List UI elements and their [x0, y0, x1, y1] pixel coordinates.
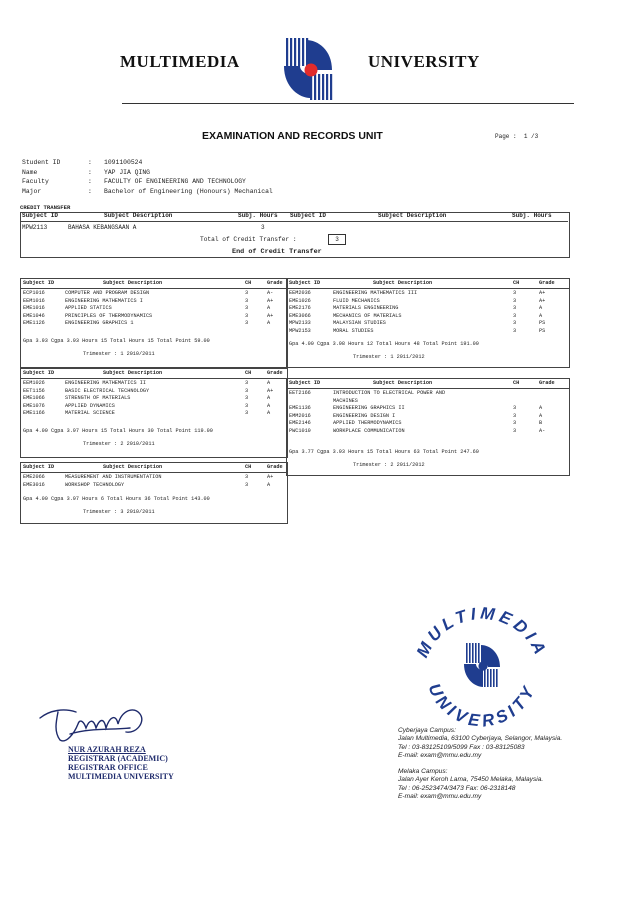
header-ch: CH [513, 280, 520, 286]
row-desc: MECHANICS OF MATERIALS [333, 312, 402, 319]
row-id: EEM1026 [23, 380, 45, 386]
row-desc: COMPUTER AND PROGRAM DESIGN [65, 290, 150, 296]
row-ch: 3 [245, 380, 249, 386]
row-desc: MACHINES [333, 397, 358, 404]
credit-transfer-title: CREDIT TRANSFER [20, 204, 71, 211]
row-desc: MEASUREMENT AND INSTRUMENTATION [65, 474, 162, 480]
block-summary: Gpa 4.00 Cgpa 3.97 Hours 15 Total Hours 30 Total Point 119.00 [23, 428, 213, 434]
row-id: EME1026 [289, 297, 311, 304]
row-id: EME1126 [23, 320, 45, 327]
row-ch: 3 [245, 410, 249, 417]
row-id: MPW2133 [289, 320, 311, 327]
campus-phone: Tel : 06-2523474/3473 Fax: 06-2318148 [398, 784, 516, 792]
row-id: EME2066 [23, 474, 45, 480]
row-ch: 3 [245, 290, 249, 296]
row-id: EME1076 [23, 402, 45, 409]
header-description: Subject Description [373, 380, 433, 386]
row-grade: A+ [267, 297, 274, 304]
row-grade: A [539, 312, 543, 319]
header-divider [122, 103, 574, 104]
ct-header-subject-id-2: Subject ID [290, 212, 327, 219]
block-trimester: Trimester : 3 2010/2011 [83, 509, 155, 515]
header-divider [21, 378, 287, 379]
block-summary: Gpa 4.00 Cgpa 3.97 Hours 6 Total Hours 36 Total Point 143.00 [23, 496, 210, 502]
page-indicator: Page : 1 /3 [495, 133, 539, 140]
row-ch: 3 [513, 312, 517, 319]
ct-header-description-2: Subject Description [378, 212, 447, 219]
header-divider [287, 388, 569, 389]
row-ch: 3 [513, 405, 517, 412]
row-id: EET1156 [23, 387, 45, 394]
header-description: Subject Description [103, 280, 163, 286]
row-ch: 3 [245, 320, 249, 327]
row-desc: MATERIAL SCIENCE [65, 410, 115, 417]
faculty-label: Faculty [22, 178, 49, 185]
row-ch: 3 [245, 312, 249, 319]
row-id: MPW2153 [289, 328, 311, 334]
header-subject-id: Subject ID [289, 380, 321, 386]
row-grade: PS [539, 328, 546, 334]
melaka-campus-info [398, 768, 543, 802]
header-ch: CH [245, 370, 252, 376]
row-grade: A+ [267, 387, 274, 394]
ct-total-label: Total of Credit Transfer : [200, 236, 297, 243]
name-label: Name [22, 168, 38, 176]
row-ch: 3 [245, 402, 249, 409]
header-divider [21, 288, 287, 289]
row-ch: 3 [513, 305, 517, 312]
header-ch: CH [245, 464, 252, 470]
row-ch: 3 [513, 290, 517, 296]
header-grade: Grade [267, 370, 283, 376]
header-subject-id: Subject ID [23, 464, 55, 470]
major-value: Bachelor of Engineering (Honours) Mechanical [104, 187, 273, 195]
block-trimester: Trimester : 1 2010/2011 [83, 351, 155, 357]
row-id: EME2176 [289, 305, 311, 312]
registrar-name: NUR AZURAH REZA [68, 745, 146, 754]
row-desc: ENGINEERING GRAPHICS II [333, 405, 405, 412]
seal-bottom-text: UNIVERSITY [424, 680, 540, 731]
block-trimester: Trimester : 1 2011/2012 [353, 354, 425, 360]
row-id: EME1046 [23, 312, 45, 319]
row-desc: MATERIALS ENGINEERING [333, 305, 399, 312]
row-grade: A+ [539, 297, 546, 304]
university-seal-icon [402, 595, 562, 745]
row-desc: INTRODUCTION TO ELECTRICAL POWER AND [333, 390, 446, 396]
registrar-signature-icon [30, 688, 170, 748]
row-desc: ENGINEERING MATHEMATICS II [65, 380, 146, 386]
row-grade: A [267, 380, 271, 386]
block-trimester: Trimester : 2 2011/2012 [353, 462, 425, 468]
university-logo-icon [278, 36, 338, 102]
row-grade: A+ [267, 312, 274, 319]
row-desc: APPLIED DYNAMICS [65, 402, 115, 409]
block-summary: Gpa 3.93 Cgpa 3.93 Hours 15 Total Hours 15 Total Point 59.00 [23, 338, 210, 344]
header-ch: CH [513, 380, 520, 386]
row-grade: A [539, 305, 543, 312]
registrar-block [68, 745, 174, 781]
row-id: EEM2036 [289, 290, 311, 296]
campus-email: E-mail: exam@mmu.edu.my [398, 752, 482, 760]
header-grade: Grade [539, 380, 555, 386]
row-ch: 3 [513, 328, 517, 334]
block-summary: Gpa 4.00 Cgpa 3.98 Hours 12 Total Hours 48 Total Point 191.00 [289, 341, 479, 347]
trimester-block-2 [286, 278, 570, 368]
row-desc: ENGINEERING DESIGN I [333, 412, 396, 419]
row-desc: BASIC ELECTRICAL TECHNOLOGY [65, 387, 150, 394]
registrar-title: REGISTRAR (ACADEMIC) [68, 754, 168, 763]
row-ch: 3 [245, 395, 249, 402]
row-grade: A- [539, 428, 546, 434]
row-grade: A [267, 320, 271, 327]
row-id: EME1166 [23, 410, 45, 417]
row-desc: ENGINEERING MATHEMATICS I [65, 297, 143, 304]
ct-total-value: 3 [328, 234, 346, 245]
row-desc: FLUID MECHANICS [333, 297, 380, 304]
header-description: Subject Description [103, 464, 163, 470]
row-ch: 3 [513, 420, 517, 427]
row-desc: APPLIED STATICS [65, 305, 112, 312]
cyberjaya-campus-info [398, 727, 562, 761]
row-desc: WORKPLACE COMMUNICATION [333, 428, 405, 434]
colon: : [88, 187, 92, 195]
row-desc: MALAYSIAN STUDIES [333, 320, 386, 327]
ct-row-subject-id: MPW2113 [22, 224, 48, 231]
row-grade: A [267, 410, 271, 417]
row-grade: A [267, 481, 271, 488]
row-grade: A [267, 305, 271, 312]
row-desc: APPLIED THERMODYNAMICS [333, 420, 402, 427]
registrar-office: REGISTRAR OFFICE [68, 763, 148, 772]
colon: : [88, 159, 92, 166]
campus-email: E-mail: exam@mmu.edu.my [398, 793, 482, 801]
row-ch: 3 [245, 297, 249, 304]
header-divider [21, 472, 287, 473]
colon: : [88, 168, 92, 176]
row-grade: A- [267, 290, 274, 296]
name-value: YAP JIA QING [104, 168, 151, 176]
row-ch: 3 [513, 428, 517, 434]
row-id: EME1016 [23, 305, 45, 312]
row-ch: 3 [513, 412, 517, 419]
header-description: Subject Description [103, 370, 163, 376]
header-divider [287, 288, 569, 289]
trimester-block-4 [286, 378, 570, 476]
ct-end-label: End of Credit Transfer [232, 248, 322, 256]
ct-row-hours: 3 [261, 224, 265, 231]
row-desc: MORAL STUDIES [333, 328, 374, 334]
svg-text:UNIVERSITY [424, 681, 539, 731]
row-grade: A+ [267, 474, 274, 480]
row-id: EME3066 [289, 312, 311, 319]
university-name-left: MULTIMEDIA [120, 52, 240, 71]
header-subject-id: Subject ID [23, 280, 55, 286]
row-ch: 3 [245, 474, 249, 480]
row-grade: B [539, 420, 543, 427]
colon: : [88, 178, 92, 185]
campus-phone: Tel : 03-83125109/5099 Fax : 03-83125083 [398, 743, 525, 751]
row-id: EME2146 [289, 420, 311, 427]
row-id: EET2166 [289, 390, 311, 396]
row-id: EME1136 [289, 405, 311, 412]
trimester-block-5 [20, 462, 288, 524]
campus-title: Melaka Campus: [398, 768, 448, 775]
row-ch: 3 [245, 481, 249, 488]
registrar-university: MULTIMEDIA UNIVERSITY [68, 772, 174, 781]
header-ch: CH [245, 280, 252, 286]
header-grade: Grade [267, 464, 283, 470]
row-desc: WORKSHOP TECHNOLOGY [65, 481, 125, 488]
row-ch: 3 [245, 305, 249, 312]
row-grade: A [539, 405, 543, 412]
header-description: Subject Description [373, 280, 433, 286]
faculty-value: FACULTY OF ENGINEERING AND TECHNOLOGY [104, 178, 246, 185]
unit-title: EXAMINATION AND RECORDS UNIT [202, 130, 383, 142]
row-id: EEM1016 [23, 297, 45, 304]
seal-top-text: MULTIMEDIA [412, 603, 552, 661]
block-summary: Gpa 3.77 Cgpa 3.93 Hours 15 Total Hours 63 Total Point 247.60 [289, 449, 479, 455]
row-grade: A+ [539, 290, 546, 296]
ct-row-description: BAHASA KEBANGSAAN A [68, 224, 137, 231]
row-id: EMM2016 [289, 412, 311, 419]
ct-header-description: Subject Description [104, 212, 173, 219]
row-id: ECP1016 [23, 290, 45, 296]
block-trimester: Trimester : 2 2010/2011 [83, 441, 155, 447]
row-desc: ENGINEERING GRAPHICS 1 [65, 320, 134, 327]
ct-header-divider [20, 221, 568, 222]
header-subject-id: Subject ID [289, 280, 321, 286]
university-name-right: UNIVERSITY [368, 52, 480, 71]
row-grade: PS [539, 320, 546, 327]
row-id: EME3016 [23, 481, 45, 488]
campus-address: Jalan Multimedia, 63100 Cyberjaya, Selangor, Malaysia. [398, 735, 563, 743]
student-id-value: 1091100524 [104, 159, 143, 166]
student-id-label: Student ID [22, 159, 61, 166]
campus-title: Cyberjaya Campus: [398, 727, 456, 734]
ct-header-hours-2: Subj. Hours [512, 212, 552, 219]
campus-address: Jalan Ayer Keroh Lama, 75450 Melaka, Malaysia. [398, 776, 544, 784]
header-grade: Grade [539, 280, 555, 286]
header-grade: Grade [267, 280, 283, 286]
major-label: Major [22, 187, 42, 195]
row-desc: PRINCIPLES OF THERMODYNAMICS [65, 312, 153, 319]
trimester-block-3 [20, 368, 288, 458]
trimester-block-1 [20, 278, 288, 368]
header-subject-id: Subject ID [23, 370, 55, 376]
ct-header-subject-id: Subject ID [22, 212, 59, 219]
ct-header-hours: Subj. Hours [238, 212, 278, 219]
row-ch: 3 [513, 320, 517, 327]
row-id: EME1066 [23, 395, 45, 402]
row-desc: ENGINEERING MATHEMATICS III [333, 290, 418, 296]
row-desc: STRENGTH OF MATERIALS [65, 395, 131, 402]
row-grade: A [539, 412, 543, 419]
row-grade: A [267, 402, 271, 409]
row-id: PWC1010 [289, 428, 311, 434]
row-ch: 3 [513, 297, 517, 304]
row-grade: A [267, 395, 271, 402]
row-ch: 3 [245, 387, 249, 394]
